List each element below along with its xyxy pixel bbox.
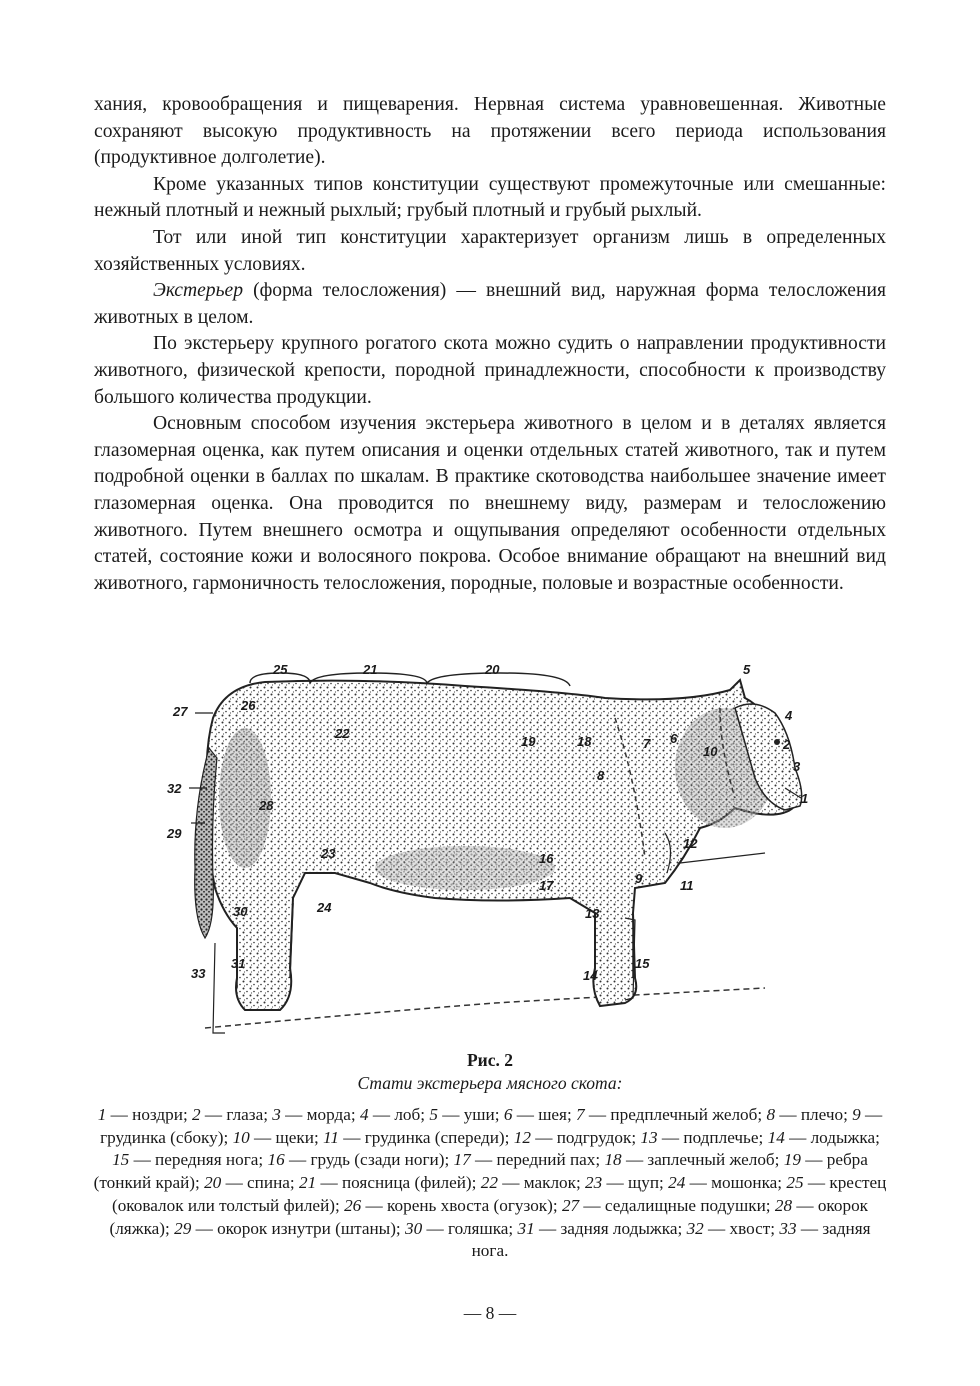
legend-entry bbox=[604, 1150, 783, 1169]
legend-entry bbox=[272, 1105, 360, 1124]
legend-text: — корень хвоста (огузок); bbox=[361, 1195, 562, 1215]
legend-entry bbox=[668, 1173, 786, 1192]
legend-text: — грудинка (спереди); bbox=[338, 1127, 514, 1147]
legend-entry bbox=[192, 1105, 272, 1124]
legend-text: — предплечный желоб; bbox=[584, 1105, 767, 1124]
legend-number: 10 bbox=[232, 1127, 250, 1147]
legend-number: 31 bbox=[517, 1218, 535, 1238]
legend-entry bbox=[562, 1196, 775, 1215]
label-5: 5 bbox=[743, 662, 751, 677]
term-exterior: Экстерьер bbox=[153, 280, 243, 302]
paragraph bbox=[94, 278, 886, 331]
label-7: 7 bbox=[643, 736, 651, 751]
legend-entry bbox=[323, 1128, 514, 1147]
legend-number: 23 bbox=[585, 1173, 603, 1193]
legend-text: — хвост; bbox=[703, 1218, 780, 1238]
legend-number: 1 bbox=[97, 1105, 107, 1124]
legend-text: — грудь (сзади ноги); bbox=[284, 1150, 454, 1170]
legend-text: — подгрудок; bbox=[530, 1127, 641, 1147]
figure-title: Рис. 2 bbox=[466, 1050, 514, 1070]
legend-number: 12 bbox=[513, 1127, 531, 1147]
legend-text: — окорок (ляжка); bbox=[109, 1195, 869, 1238]
paragraph: хания, кровообращения и пищеварения. Нервная система уравновешенная. Животные сохраняют высокую продуктивность на протяжении всего периода использования (продуктивное долголетие). bbox=[94, 94, 886, 169]
label-30: 30 bbox=[233, 904, 248, 919]
label-15: 15 bbox=[635, 956, 650, 971]
legend-entry bbox=[576, 1105, 766, 1124]
legend-text: — спина; bbox=[221, 1173, 299, 1193]
label-3: 3 bbox=[793, 759, 801, 774]
legend-text: — голяшка; bbox=[422, 1218, 518, 1238]
label-25: 25 bbox=[273, 662, 288, 677]
label-16: 16 bbox=[539, 851, 554, 866]
legend-entry bbox=[204, 1173, 299, 1192]
paragraph: Тот или иной тип конституции характеризует организм лишь в определенных хозяйственных условиях. bbox=[94, 226, 886, 275]
label-8: 8 bbox=[597, 768, 605, 783]
label-22: 22 bbox=[335, 726, 350, 741]
label-32: 32 bbox=[167, 781, 182, 796]
cow-illustration bbox=[165, 658, 815, 1043]
legend-number: 9 bbox=[852, 1105, 861, 1124]
legend-entry bbox=[360, 1105, 429, 1124]
legend-text: — морда; bbox=[280, 1105, 360, 1124]
body-text bbox=[94, 92, 886, 597]
legend-number: 29 bbox=[174, 1218, 192, 1238]
legend-number: 7 bbox=[576, 1105, 585, 1124]
legend-entry bbox=[481, 1173, 585, 1192]
label-18: 18 bbox=[577, 734, 592, 749]
legend-text: — заплечный желоб; bbox=[621, 1150, 784, 1170]
legend-number: 8 bbox=[766, 1105, 776, 1124]
legend-text: — поясница (филей); bbox=[316, 1173, 481, 1193]
label-6: 6 bbox=[670, 731, 678, 746]
legend-text: — мошонка; bbox=[685, 1173, 787, 1193]
legend-text: — шея; bbox=[512, 1105, 577, 1124]
legend-number: 21 bbox=[298, 1173, 317, 1193]
legend-entry bbox=[299, 1173, 481, 1192]
label-33: 33 bbox=[191, 966, 206, 981]
paragraph: Основным способом изучения экстерьера животного в целом и в деталях является глазомерная оценка, как путем описания и оценки отдельных статей животного, так и путем подробной оценки в баллах по шкалам. В практике скотоводства наибольшее значение имеет глазомерная оценка. Она проводится по внешнему виду, размерам и телосложению животного. Путем внешнего осмотра и ощупывания определяют особенности отдельных статей, состояние кожи и волосяного покрова. Особое внимание обращают на внешний вид животного, гармоничность телосложения, породные, половые и возрастные особенности. bbox=[94, 413, 886, 594]
label-20: 20 bbox=[485, 662, 500, 677]
legend-number: 24 bbox=[668, 1173, 686, 1193]
legend-entry bbox=[112, 1150, 267, 1169]
legend-text: — щеки; bbox=[249, 1127, 324, 1147]
legend-number: 25 bbox=[786, 1173, 804, 1193]
legend-entry bbox=[768, 1128, 880, 1147]
legend-number: 18 bbox=[604, 1150, 622, 1170]
legend-number: 2 bbox=[192, 1105, 201, 1124]
legend-text: — щуп; bbox=[602, 1173, 669, 1193]
legend-number: 22 bbox=[480, 1173, 498, 1193]
legend-entry bbox=[640, 1128, 767, 1147]
legend-number: 3 bbox=[272, 1105, 281, 1124]
label-13: 13 bbox=[585, 906, 600, 921]
label-14: 14 bbox=[583, 968, 598, 983]
legend-entry bbox=[174, 1219, 405, 1238]
label-1: 1 bbox=[801, 791, 809, 806]
legend-entry bbox=[267, 1150, 453, 1169]
label-21: 21 bbox=[363, 662, 378, 677]
legend-text: — передний пах; bbox=[470, 1150, 605, 1170]
legend-text: — ноздри; bbox=[106, 1105, 193, 1124]
legend-number: 4 bbox=[359, 1105, 369, 1124]
legend-number: 28 bbox=[774, 1195, 793, 1215]
legend-text: — плечо; bbox=[775, 1105, 853, 1124]
legend-entry bbox=[429, 1105, 503, 1124]
legend-text: — маклок; bbox=[497, 1173, 586, 1193]
label-26: 26 bbox=[241, 698, 256, 713]
legend-text: — окорок изнутри (штаны); bbox=[191, 1218, 406, 1238]
legend-entry bbox=[766, 1105, 852, 1124]
legend-entry bbox=[687, 1219, 780, 1238]
legend-entry bbox=[344, 1196, 562, 1215]
page-number: — 8 — bbox=[463, 1303, 517, 1323]
legend-text: — грудинка (сбоку); bbox=[100, 1105, 883, 1147]
legend-text: — подплечье; bbox=[657, 1127, 768, 1147]
legend-entry bbox=[454, 1150, 605, 1169]
legend-text: — задняя лодыжка; bbox=[534, 1218, 687, 1238]
legend-text: — уши; bbox=[437, 1105, 504, 1124]
paragraph: По экстерьеру крупного рогатого скота можно судить о направлении продуктивности животного, физической крепости, породной принадлежности, способности к производству большого количества продукции. bbox=[94, 333, 886, 408]
legend-number: 27 bbox=[561, 1195, 580, 1215]
legend-number: 6 bbox=[503, 1105, 513, 1124]
legend-number: 33 bbox=[779, 1218, 797, 1238]
legend-number: 14 bbox=[767, 1127, 785, 1147]
legend-entry bbox=[405, 1219, 517, 1238]
legend-number: 5 bbox=[429, 1105, 438, 1124]
legend-entry bbox=[504, 1105, 576, 1124]
legend-number: 13 bbox=[640, 1127, 658, 1147]
label-24: 24 bbox=[317, 900, 332, 915]
legend-text: — крестец (оковалок или толстый филей); bbox=[111, 1173, 887, 1215]
legend-text: — глаза; bbox=[200, 1105, 273, 1124]
label-17: 17 bbox=[539, 878, 554, 893]
legend-text: — лодыжка; bbox=[784, 1127, 880, 1147]
label-29: 29 bbox=[167, 826, 182, 841]
label-23: 23 bbox=[321, 846, 336, 861]
label-10: 10 bbox=[703, 744, 718, 759]
legend-number: 26 bbox=[344, 1195, 362, 1215]
legend-text: — седалищные подушки; bbox=[579, 1195, 775, 1215]
legend-entry bbox=[585, 1173, 668, 1192]
figure-subtitle: Стати экстерьера мясного скота: bbox=[357, 1073, 623, 1093]
legend-entry bbox=[517, 1219, 686, 1238]
legend-number: 19 bbox=[783, 1150, 801, 1170]
definition-text: (форма телосложения) — внешний вид, наружная форма телосложения животных в целом. bbox=[94, 280, 886, 328]
label-4: 4 bbox=[785, 708, 793, 723]
label-11: 11 bbox=[680, 878, 694, 893]
legend-number: 32 bbox=[686, 1218, 704, 1238]
legend-entry bbox=[233, 1128, 323, 1147]
legend-number: 20 bbox=[204, 1173, 222, 1193]
cattle-exterior-figure bbox=[165, 658, 815, 1043]
legend-text: — задняя нога. bbox=[471, 1218, 871, 1261]
label-31: 31 bbox=[231, 956, 246, 971]
label-2: 2 bbox=[783, 737, 791, 752]
legend-entry bbox=[98, 1105, 192, 1124]
label-19: 19 bbox=[521, 734, 536, 749]
legend-text: — лоб; bbox=[368, 1105, 430, 1124]
label-28: 28 bbox=[259, 798, 274, 813]
legend-text: — ребра (тонкий край); bbox=[93, 1150, 868, 1193]
legend-number: 30 bbox=[405, 1218, 423, 1238]
legend-number: 16 bbox=[267, 1150, 285, 1170]
figure-legend bbox=[90, 1104, 890, 1263]
label-9: 9 bbox=[635, 871, 643, 886]
label-12: 12 bbox=[683, 836, 698, 851]
legend-number: 15 bbox=[112, 1150, 130, 1170]
legend-entry bbox=[514, 1128, 641, 1147]
label-27: 27 bbox=[173, 704, 188, 719]
legend-number: 17 bbox=[453, 1150, 471, 1170]
legend-number: 11 bbox=[323, 1127, 339, 1147]
legend-text: — передняя нога; bbox=[129, 1150, 268, 1170]
paragraph: Кроме указанных типов конституции существуют промежуточные или смешанные: нежный плотный и нежный рыхлый; грубый плотный и грубый рыхлый. bbox=[94, 173, 886, 222]
